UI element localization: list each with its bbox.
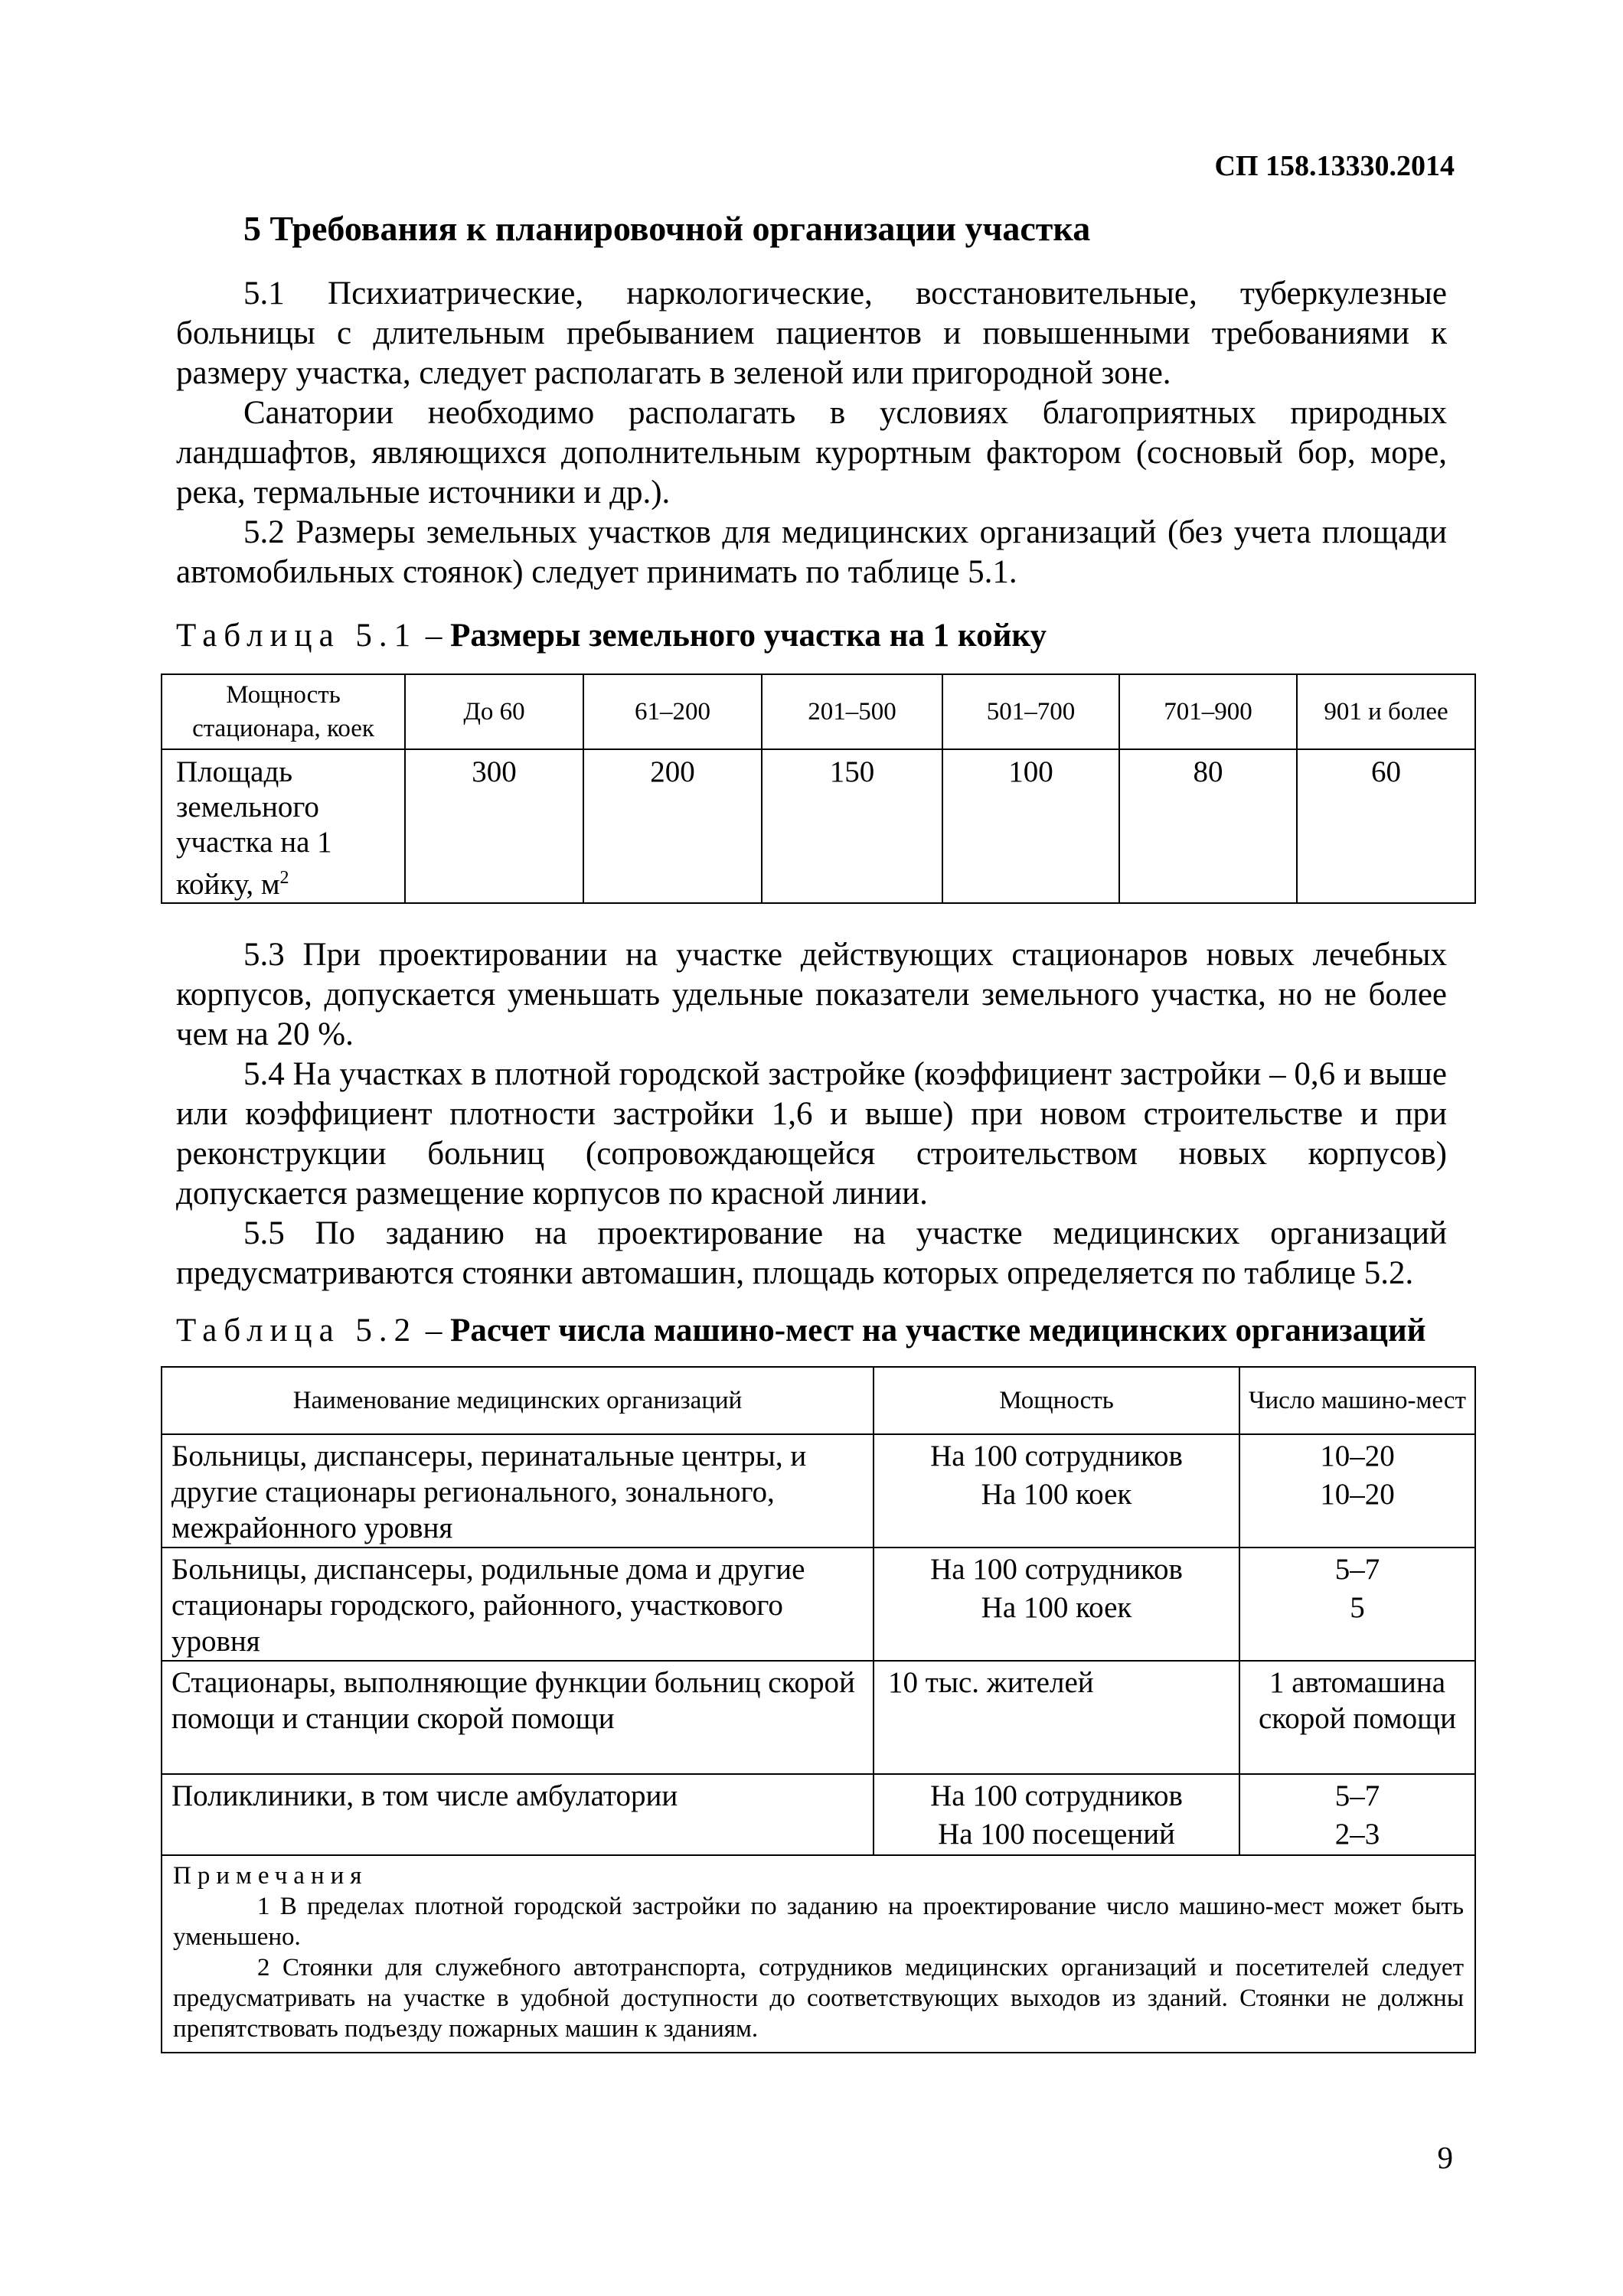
table2-row <box>162 1661 1475 1774</box>
table2-row-name: Больницы, диспансеры, перинатальные центры, и другие стационары регионального, зонального, межрайонного уровня <box>162 1434 874 1548</box>
paragraph-5-1: 5.1 Психиатрические, наркологические, восстановительные, туберкулезные больницы с длительным пребыванием пациентов и повышенными требованиями к размеру участка, следует располагать в зеленой или пригородной зоне. <box>176 276 1447 391</box>
page-number: 9 <box>1437 2140 1453 2175</box>
count-line: 10–20 <box>1320 1440 1395 1473</box>
table1-col-0: До 60 <box>405 674 583 749</box>
table1-caption <box>176 617 1047 654</box>
table2-dash: – <box>417 1313 451 1349</box>
paragraph-5-5: 5.5 По заданию на проектирование на участке медицинских организаций предусматриваются стоянки автомашин, площадь которых определяется по таблице 5.2. <box>176 1215 1447 1291</box>
table1-value-2: 150 <box>762 749 942 903</box>
table2-row-capacity <box>874 1661 1239 1774</box>
table2-header-capacity: Мощность <box>874 1367 1239 1434</box>
document-code: СП 158.13330.2014 <box>1214 150 1455 182</box>
table1-value-5: 60 <box>1297 749 1475 903</box>
capacity-line: На 100 посещений <box>938 1818 1175 1851</box>
table1-value-3: 100 <box>942 749 1119 903</box>
table2-row-count <box>1239 1774 1475 1855</box>
table1-row-label-sup: 2 <box>279 868 289 888</box>
table1-label: Таблица 5.1 <box>176 618 418 654</box>
paragraph-5-4: 5.4 На участках в плотной городской застройке (коэффициент застройки – 0,6 и выше или коэффициент плотности застройки 1,6 и выше) при новом строительстве и при реконструкции больниц (сопровождающейся строительством новых корпусов) допускается размещение корпусов по красной линии. <box>176 1056 1447 1212</box>
capacity-line: На 100 сотрудников <box>930 1553 1183 1586</box>
table1-data-row <box>162 749 1475 903</box>
capacity-line: На 100 сотрудников <box>930 1779 1183 1812</box>
count-line: 5–7 <box>1334 1779 1380 1812</box>
table-5-2 <box>161 1366 1476 2053</box>
paragraph-5-3: 5.3 При проектировании на участке действующих стационаров новых лечебных корпусов, допускается уменьшать удельные показатели земельного участка, но не более чем на 20 %. <box>176 937 1447 1052</box>
table2-row-name: Стационары, выполняющие функции больниц скорой помощи и станции скорой помощи <box>162 1661 874 1774</box>
table2-row-capacity <box>874 1434 1239 1548</box>
table1-title: Размеры земельного участка на 1 койку <box>450 618 1047 654</box>
table2-row-count <box>1239 1661 1475 1774</box>
table1-col-4: 701–900 <box>1119 674 1297 749</box>
table2-notes <box>162 1855 1475 2053</box>
table2-row-count <box>1239 1434 1475 1548</box>
section-title: 5 Требования к планировочной организации участка <box>243 209 1091 248</box>
table1-row-label <box>162 749 405 903</box>
capacity-line: 10 тыс. жителей <box>888 1666 1094 1699</box>
table2-header-row <box>162 1367 1475 1434</box>
capacity-line: На 100 коек <box>981 1591 1132 1624</box>
table2-title: Расчет числа машино-мест на участке медицинских организаций <box>450 1313 1426 1349</box>
table2-row <box>162 1774 1475 1855</box>
table2-header-name: Наименование медицинских организаций <box>162 1367 874 1434</box>
capacity-line: На 100 коек <box>981 1478 1132 1511</box>
table2-row-name: Поликлиники, в том числе амбулатории <box>162 1774 874 1855</box>
table1-header-label: Мощность стационара, коек <box>162 674 405 749</box>
paragraph-sanatoria: Санатории необходимо располагать в условиях благоприятных природных ландшафтов, являющихся дополнительным курортным фактором (сосновый бор, море, река, термальные источники и др.). <box>176 395 1447 510</box>
table1-value-1: 200 <box>583 749 762 903</box>
table2-row-capacity <box>874 1548 1239 1661</box>
table2-row-capacity <box>874 1774 1239 1855</box>
table1-col-5: 901 и более <box>1297 674 1475 749</box>
count-line: 1 автомашина скорой помощи <box>1258 1666 1457 1735</box>
table2-notes-row <box>162 1855 1475 2053</box>
table2-row-name: Больницы, диспансеры, родильные дома и другие стационары городского, районного, участкового уровня <box>162 1548 874 1661</box>
note-2: 2 Стоянки для служебного автотранспорта, сотрудников медицинских организаций и посетителей следует предусматривать на участке в удобной доступности до соответствующих выходов из зданий. Стоянки не должны препятствовать подъезду пожарных машин к зданиям. <box>173 1954 1464 2043</box>
table1-value-4: 80 <box>1119 749 1297 903</box>
table1-row-label-text: Площадь земельного участка на 1 койку, м <box>176 755 332 901</box>
count-line: 5 <box>1350 1591 1365 1624</box>
table2-label: Таблица 5.2 <box>176 1313 418 1349</box>
capacity-line: На 100 сотрудников <box>930 1440 1183 1473</box>
table2-row-count <box>1239 1548 1475 1661</box>
count-line: 2–3 <box>1334 1818 1380 1851</box>
table1-col-1: 61–200 <box>583 674 762 749</box>
table1-value-0: 300 <box>405 749 583 903</box>
table2-header-count: Число машино-мест <box>1239 1367 1475 1434</box>
table1-col-2: 201–500 <box>762 674 942 749</box>
paragraph-5-2: 5.2 Размеры земельных участков для медицинских организаций (без учета площади автомобильных стоянок) следует принимать по таблице 5.1. <box>176 514 1447 590</box>
table2-row <box>162 1434 1475 1548</box>
count-line: 5–7 <box>1334 1553 1380 1586</box>
notes-heading: Примечания <box>173 1862 368 1890</box>
note-1: 1 В пределах плотной городской застройки по заданию на проектирование число машино-мест может быть уменьшено. <box>173 1893 1464 1951</box>
table1-header-row <box>162 674 1475 749</box>
table2-row <box>162 1548 1475 1661</box>
count-line: 10–20 <box>1320 1478 1395 1511</box>
table1-dash: – <box>417 618 451 654</box>
table-5-1 <box>161 673 1476 904</box>
table2-caption <box>176 1312 1426 1349</box>
table1-col-3: 501–700 <box>942 674 1119 749</box>
